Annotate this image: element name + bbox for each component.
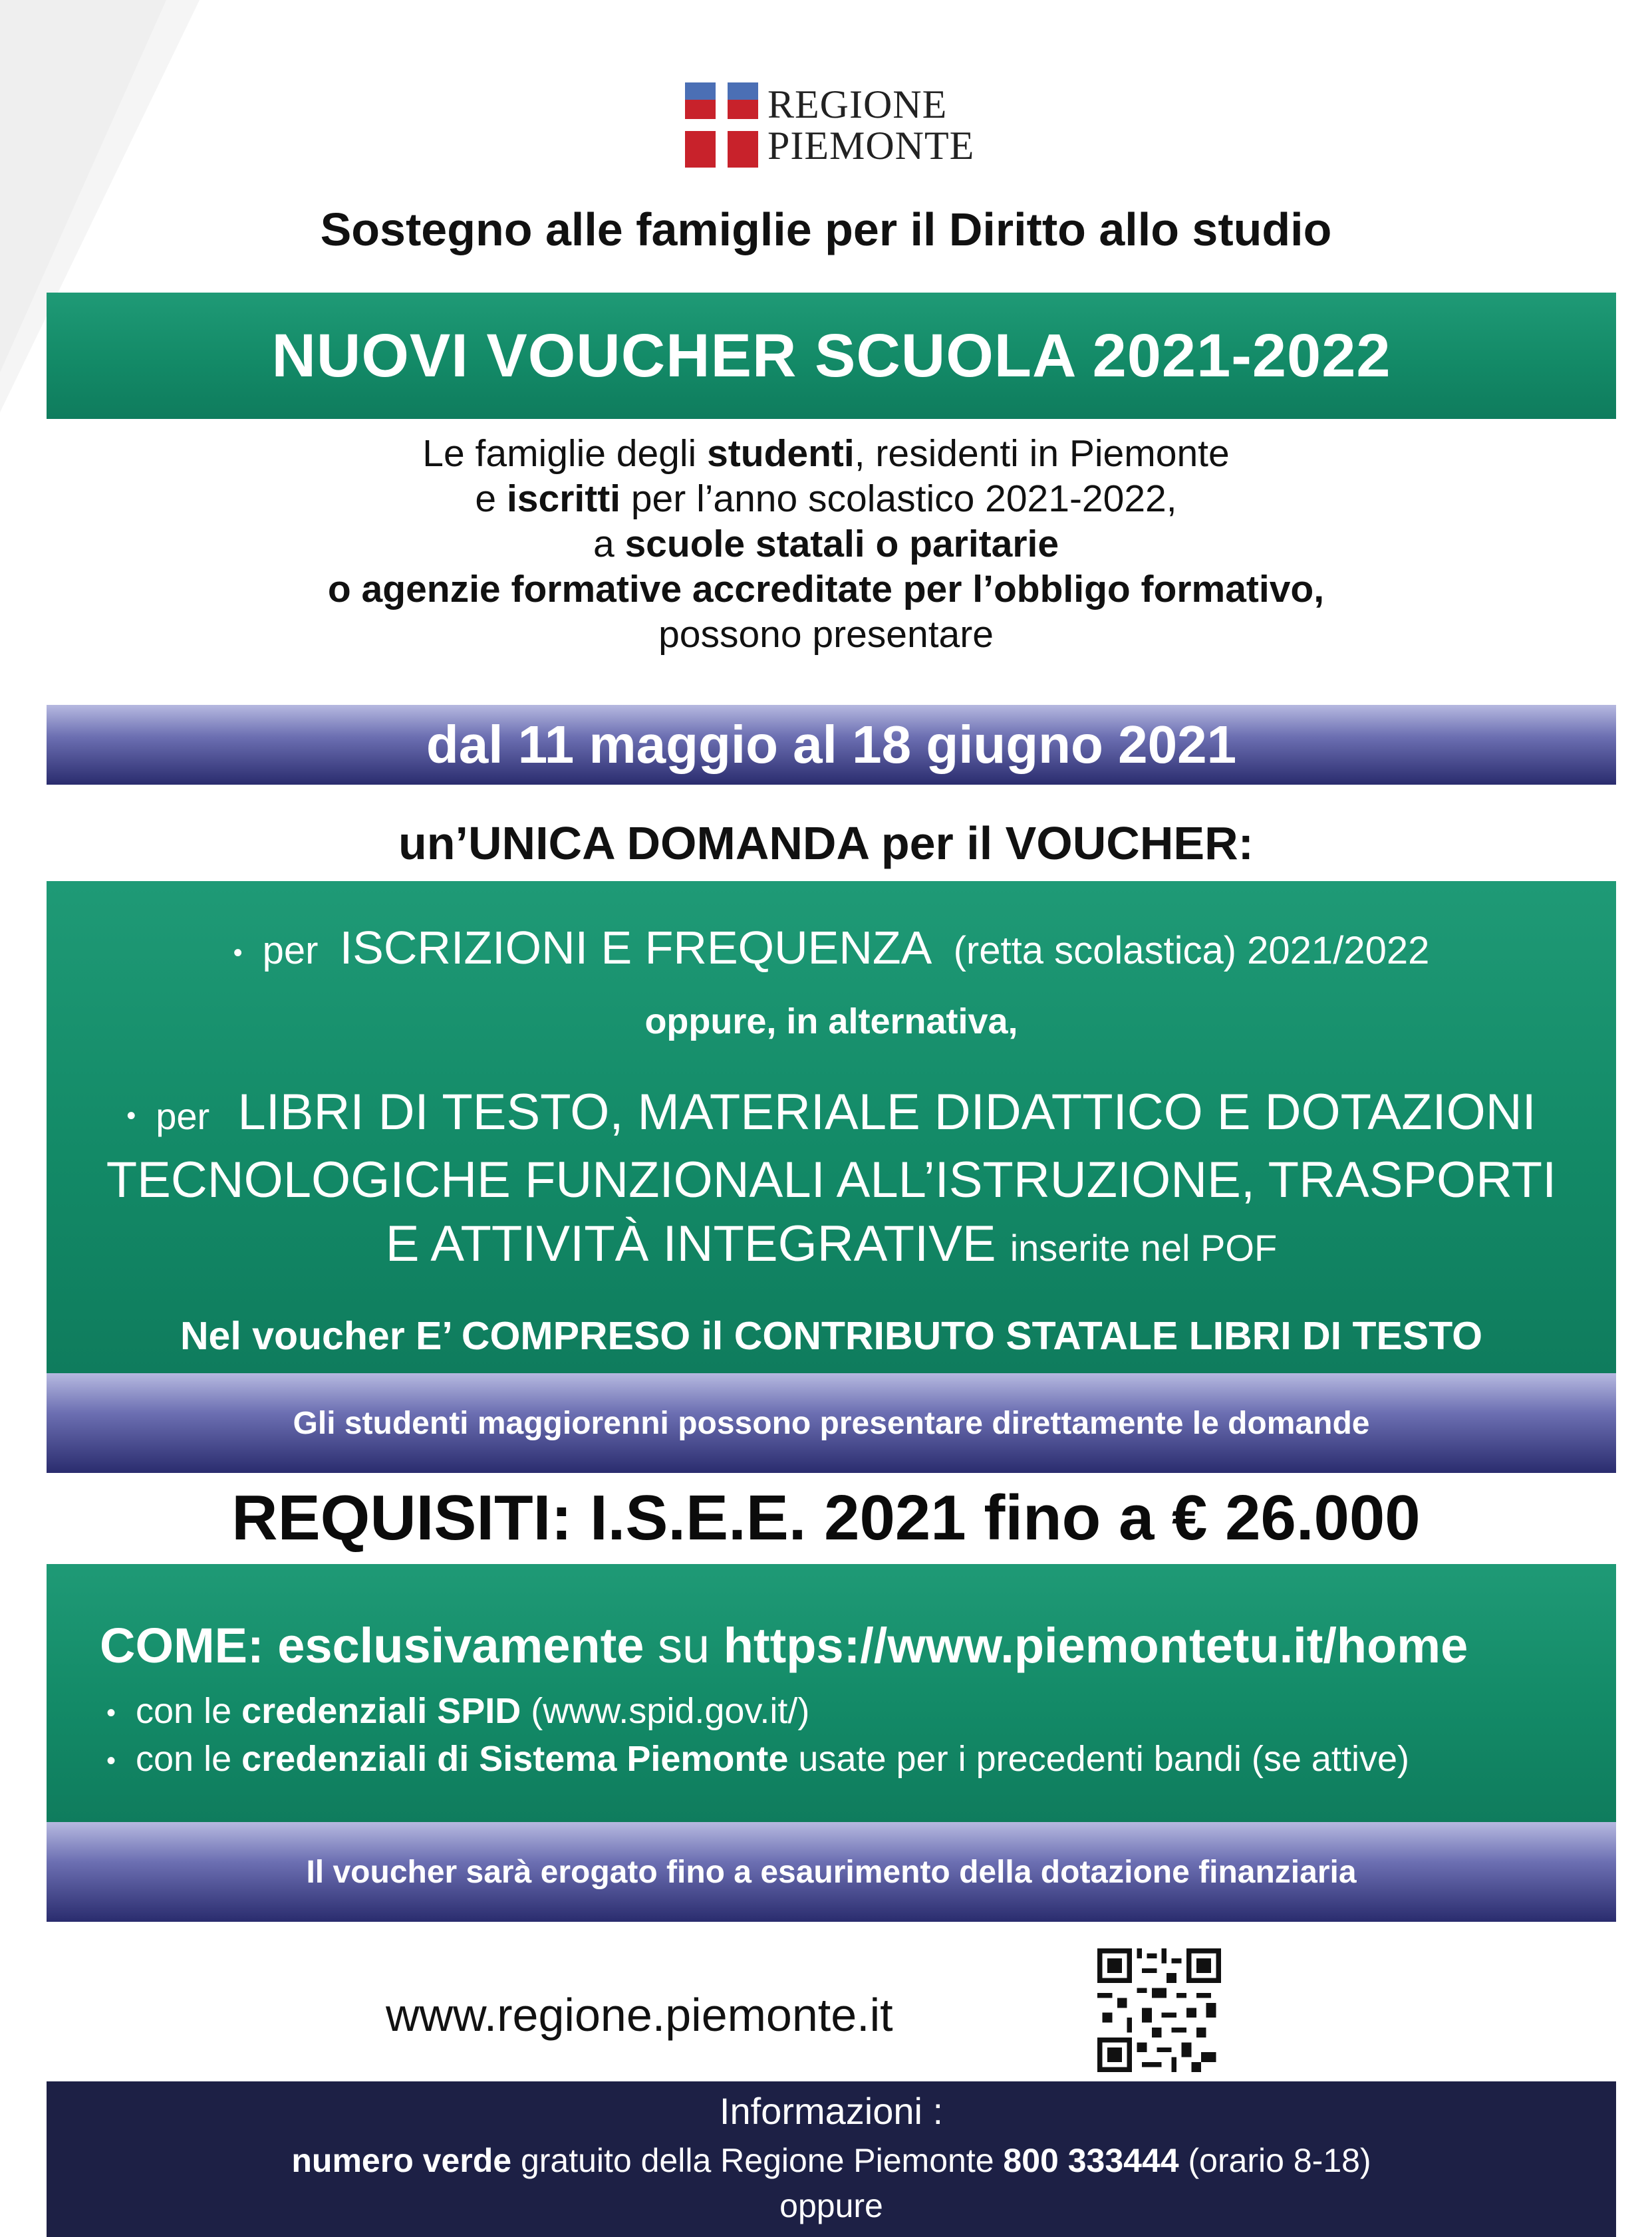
domanda-heading: un’UNICA DOMANDA per il VOUCHER: [398, 817, 1254, 869]
logo-text [767, 84, 974, 166]
alternative-text: oppure, in alternativa, [644, 1001, 1018, 1041]
headline: NUOVI VOUCHER SCUOLA 2021-2022 [271, 321, 1391, 390]
qr-code-icon[interactable] [1097, 1948, 1221, 2072]
option-iscrizioni: • per ISCRIZIONI E FREQUENZA (retta scolastica) 2021/2022 [233, 922, 1430, 974]
come-line: COME: esclusivamente su https://www.piemontetu.it/home [100, 1618, 1468, 1673]
intro-text: Le famiglie degli studenti, residenti in Piemonte e iscritti per l’anno scolastico 2021-2022, a scuole statali o paritarie o agenzie formative accreditate per l’obbligo formativo, possono presentare [327, 432, 1325, 656]
website-link[interactable]: www.regione.piemonte.it [386, 1989, 893, 2041]
info-phone: numero verde gratuito della Regione Piemonte 800 333444 (orario 8-18) [291, 2142, 1371, 2179]
logo-line-1: REGIONE [767, 82, 948, 126]
sistema-piemonte-item: • con le credenziali di Sistema Piemonte usate per i precedenti bandi (se attive) [106, 1739, 1409, 1779]
info-footer [47, 2081, 1616, 2237]
piemonte-flag-icon [685, 82, 758, 168]
compreso-note: Nel voucher E’ COMPRESO il CONTRIBUTO STATALE LIBRI DI TESTO [180, 1314, 1483, 1358]
dates-band [47, 705, 1616, 785]
info-title: Informazioni : [719, 2090, 944, 2132]
headline-band [47, 293, 1616, 419]
regione-piemonte-logo [685, 78, 974, 172]
requisiti-heading: REQUISITI: I.S.E.E. 2021 fino a € 26.000 [231, 1482, 1421, 1553]
maggiorenni-note: Gli studenti maggiorenni possono presentare direttamente le domande [293, 1405, 1370, 1441]
maggiorenni-band [47, 1373, 1616, 1473]
erogato-band [47, 1822, 1616, 1922]
spid-item: • con le credenziali SPID (www.spid.gov.it/) [106, 1691, 810, 1731]
piemontetu-link[interactable]: https://www.piemontetu.it/home [723, 1618, 1468, 1673]
option-libri: • per LIBRI DI TESTO, MATERIALE DIDATTICO E DOTAZIONI TECNOLOGICHE FUNZIONALI ALL’ISTRUZIONE, TRASPORTI E ATTIVITÀ INTEGRATIVE inserite nel POF [106, 1084, 1557, 1272]
subtitle: Sostegno alle famiglie per il Diritto allo studio [320, 203, 1332, 255]
erogato-note: Il voucher sarà erogato fino a esaurimento della dotazione finanziaria [306, 1854, 1357, 1890]
options-box [47, 881, 1616, 1373]
logo-line-2: PIEMONTE [767, 124, 975, 168]
come-box [47, 1564, 1616, 1823]
dates: dal 11 maggio al 18 giugno 2021 [426, 715, 1237, 774]
info-or: oppure [779, 2187, 883, 2224]
